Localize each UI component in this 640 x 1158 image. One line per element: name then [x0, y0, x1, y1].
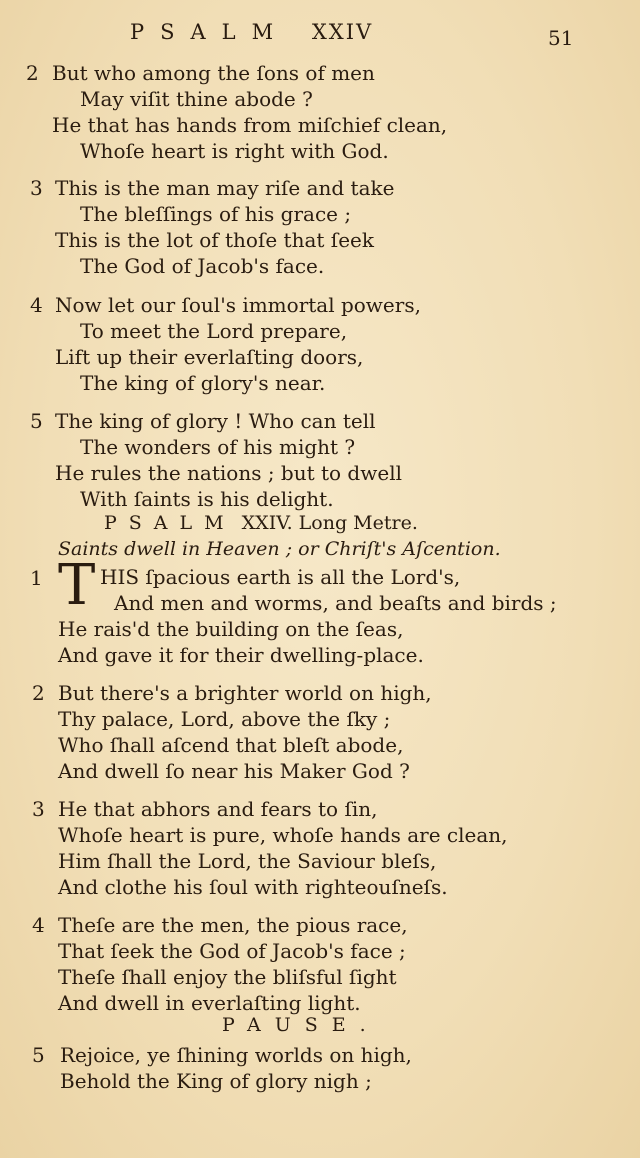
verse-line: Now let our ſoul's immortal powers,	[55, 293, 421, 317]
drop-cap: T	[58, 553, 96, 618]
section-heading-rest: XXIV. Long Metre.	[241, 512, 418, 534]
verse-line: And clothe his ſoul with righteouſneſs.	[58, 875, 448, 899]
verse-line: Lift up their everlaſting doors,	[55, 345, 364, 369]
pause-marker: PAUSE.	[222, 1014, 380, 1036]
verse-line: The wonders of his might ?	[80, 435, 356, 459]
verse-line: Theſe are the men, the pious race,	[58, 913, 408, 937]
verse-line: He rules the nations ; but to dwell	[55, 461, 402, 485]
verse-line: Behold the King of glory nigh ;	[60, 1069, 372, 1093]
verse-line: And men and worms, and beaſts and birds ;	[114, 591, 557, 615]
verse-line: Whoſe heart is pure, whoſe hands are clean,	[58, 823, 508, 847]
header-title: PSALM	[130, 20, 290, 44]
page-number: 51	[548, 26, 574, 50]
verse-line: With ſaints is his delight.	[80, 487, 334, 511]
verse-line: HIS ſpacious earth is all the Lord's,	[100, 565, 461, 589]
verse-line: And dwell ſo near his Maker God ?	[58, 759, 410, 783]
header-number: XXIV	[311, 20, 374, 44]
verse-line: And gave it for their dwelling-place.	[58, 643, 424, 667]
section-subtitle: Saints dwell in Heaven ; or Chriſt's Aſcention.	[58, 538, 501, 560]
verse-line: This is the lot of thoſe that ſeek	[55, 228, 374, 252]
verse-line: Whoſe heart is right with God.	[80, 139, 389, 163]
verse-number: 5	[32, 1043, 45, 1067]
verse-number: 1	[30, 566, 43, 590]
verse-line: May viſit thine abode ?	[80, 87, 313, 111]
verse-line: This is the man may riſe and take	[55, 176, 395, 200]
verse-line: The bleſſings of his grace ;	[80, 202, 352, 226]
section-heading-caps: PSALM	[104, 512, 236, 534]
verse-number: 4	[32, 913, 45, 937]
verse-number: 3	[30, 176, 43, 200]
verse-line: He rais'd the building on the ſeas,	[58, 617, 404, 641]
verse-number: 4	[30, 293, 43, 317]
verse-line: The God of Jacob's face.	[80, 254, 325, 278]
verse-number: 2	[32, 681, 45, 705]
verse-line: Thy palace, Lord, above the ſky ;	[58, 707, 391, 731]
verse-line: That ſeek the God of Jacob's face ;	[58, 939, 406, 963]
verse-line: But there's a brighter world on high,	[58, 681, 432, 705]
verse-number: 3	[32, 797, 45, 821]
verse-line: He that abhors and fears to ſin,	[58, 797, 378, 821]
verse-line: But who among the ſons of men	[52, 61, 375, 85]
verse-line: To meet the Lord prepare,	[80, 319, 348, 343]
verse-number: 2	[26, 61, 39, 85]
section-heading	[104, 512, 418, 534]
verse-line: Who ſhall aſcend that bleſt abode,	[58, 733, 404, 757]
verse-line: And dwell in everlaſting light.	[58, 991, 361, 1015]
verse-number: 5	[30, 409, 43, 433]
verse-line: Him ſhall the Lord, the Saviour bleſs,	[58, 849, 437, 873]
verse-line: He that has hands from miſchief clean,	[52, 113, 448, 137]
verse-line: Theſe ſhall enjoy the bliſsful ſight	[58, 965, 397, 989]
verse-line: The king of glory ! Who can tell	[55, 409, 376, 433]
verse-line: Rejoice, ye ſhining worlds on high,	[60, 1043, 412, 1067]
verse-line: The king of glory's near.	[80, 371, 326, 395]
running-header	[130, 20, 373, 44]
